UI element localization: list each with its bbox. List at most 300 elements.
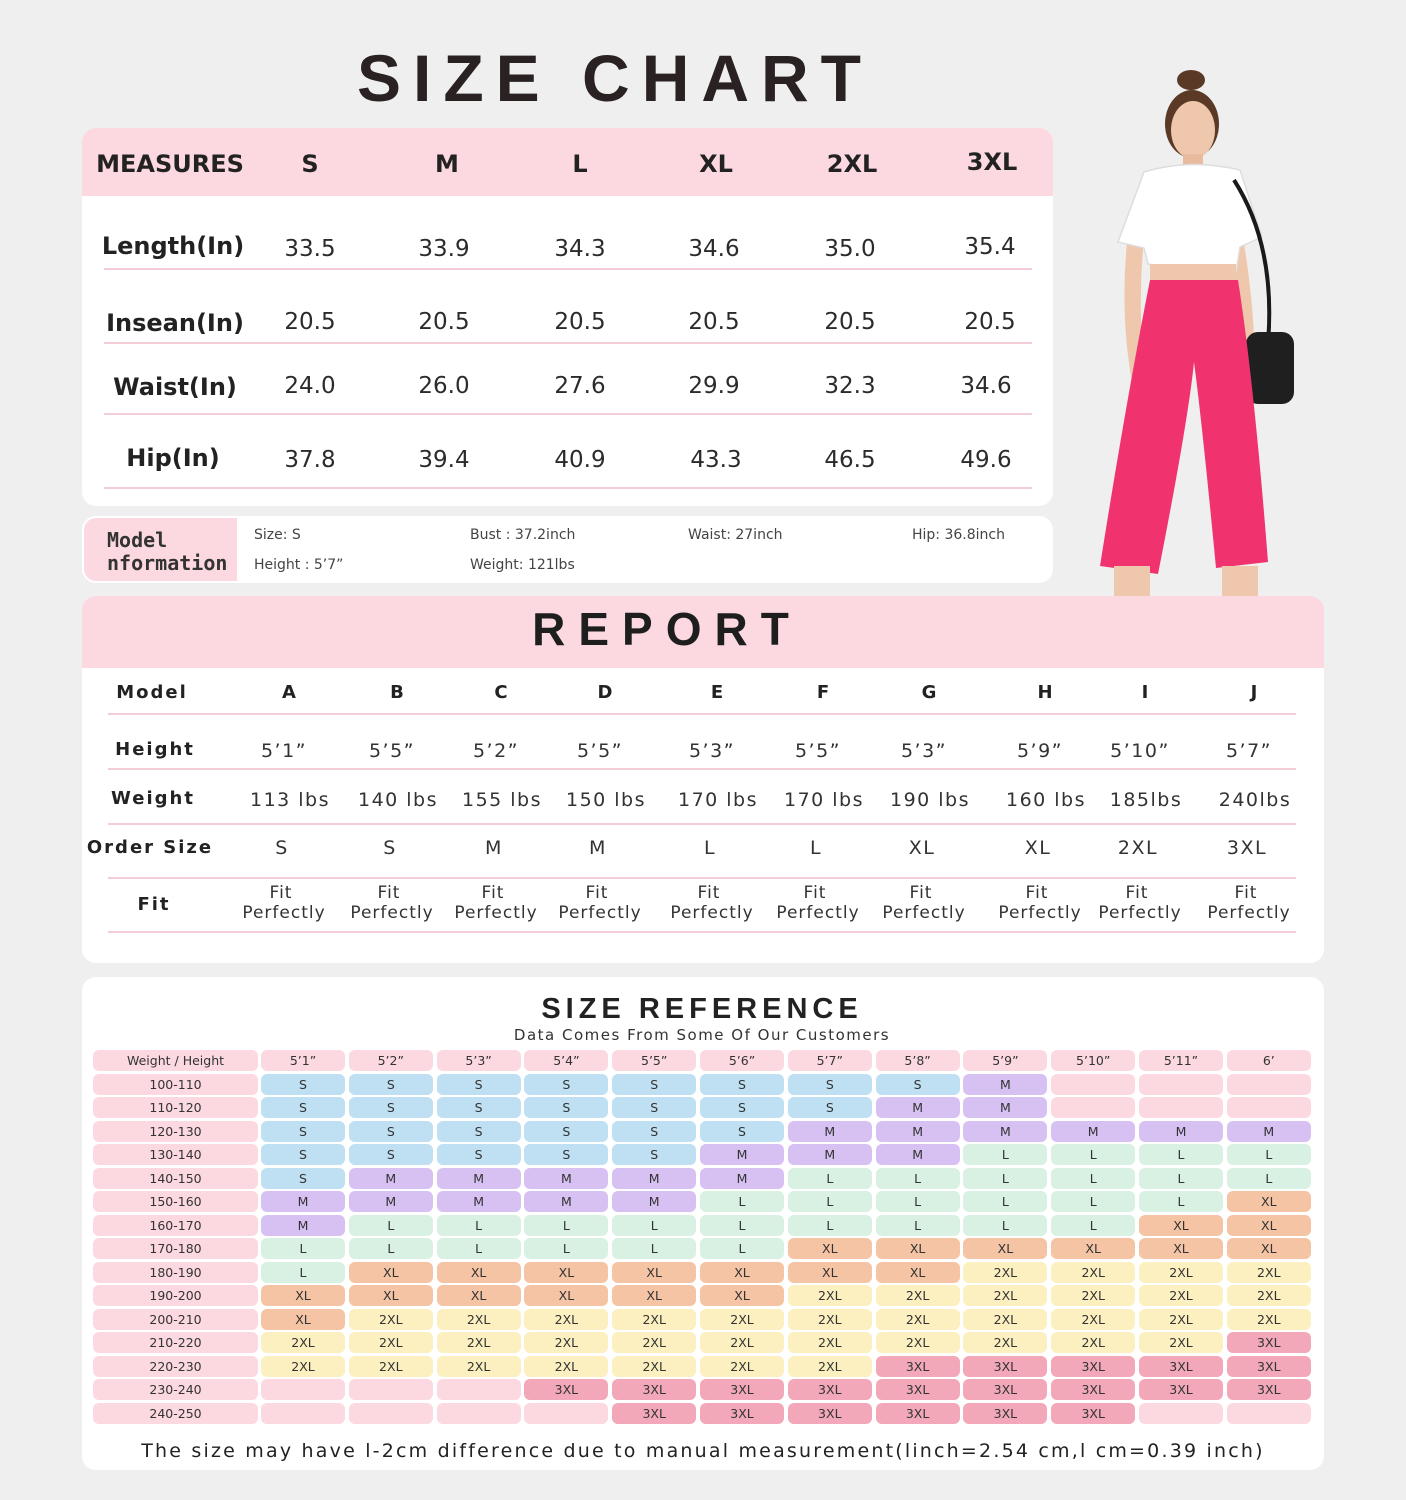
report-model-name: D xyxy=(597,682,615,703)
size-reference-height-header: 5’11” xyxy=(1139,1050,1223,1071)
size-reference-cell: S xyxy=(788,1097,872,1118)
report-model-name: E xyxy=(710,682,726,703)
report-model-name: J xyxy=(1250,682,1260,703)
size-reference-cell: 3XL xyxy=(524,1379,608,1400)
size-reference-weight-label: 180-190 xyxy=(93,1262,258,1283)
size-reference-cell: 3XL xyxy=(963,1379,1047,1400)
size-reference-cell: S xyxy=(261,1121,345,1142)
size-reference-cell: L xyxy=(437,1238,521,1259)
size-reference-cell: M xyxy=(876,1097,960,1118)
size-header-m: M xyxy=(435,150,459,178)
measures-header: MEASURES xyxy=(96,150,244,178)
size-reference-cell: S xyxy=(612,1144,696,1165)
report-model-order-size: 2XL xyxy=(1117,837,1159,859)
report-model-fit-line2: Perfectly xyxy=(1207,903,1291,923)
report-model-height: 5’3” xyxy=(688,740,736,762)
report-model-height: 5’5” xyxy=(576,740,624,762)
size-reference-cell: M xyxy=(700,1144,784,1165)
report-model-fit-line1: Fit xyxy=(585,883,609,903)
divider xyxy=(104,487,1032,489)
cell: 32.3 xyxy=(824,373,876,399)
report-model-weight: 155 lbs xyxy=(461,789,543,811)
size-reference-cell: 3XL xyxy=(1051,1403,1135,1424)
size-reference-weight-label: 110-120 xyxy=(93,1097,258,1118)
size-reference-weight-label: 160-170 xyxy=(93,1215,258,1236)
size-reference-height-header: 5’3” xyxy=(437,1050,521,1071)
size-reference-cell: 2XL xyxy=(349,1309,433,1330)
size-reference-weight-label: 130-140 xyxy=(93,1144,258,1165)
size-reference-cell: 3XL xyxy=(612,1403,696,1424)
cell: 35.4 xyxy=(964,234,1016,260)
report-model-name: B xyxy=(390,682,406,703)
size-reference-cell: L xyxy=(876,1215,960,1236)
report-model-fit-line1: Fit xyxy=(803,883,827,903)
size-reference-cell: S xyxy=(524,1097,608,1118)
size-reference-cell xyxy=(437,1379,521,1400)
report-model-order-size: S xyxy=(275,837,289,859)
size-reference-cell: M xyxy=(612,1191,696,1212)
divider xyxy=(108,877,1296,879)
size-reference-cell: L xyxy=(788,1191,872,1212)
model-info-label-line1: Model xyxy=(107,528,168,552)
report-model-height: 5’3” xyxy=(900,740,948,762)
size-reference-cell: 2XL xyxy=(524,1332,608,1353)
size-reference-cell xyxy=(524,1403,608,1424)
size-reference-cell: XL xyxy=(437,1262,521,1283)
report-model-weight: 113 lbs xyxy=(249,789,331,811)
divider xyxy=(108,768,1296,770)
size-reference-cell: M xyxy=(261,1191,345,1212)
report-model-fit-line1: Fit xyxy=(377,883,401,903)
size-reference-cell: L xyxy=(1227,1144,1311,1165)
report-model-fit-line1: Fit xyxy=(481,883,505,903)
size-reference-cell: 2XL xyxy=(1051,1285,1135,1306)
size-reference-cell: S xyxy=(261,1097,345,1118)
size-reference-weight-label: 140-150 xyxy=(93,1168,258,1189)
size-reference-weight-label: 120-130 xyxy=(93,1121,258,1142)
size-reference-cell: L xyxy=(700,1215,784,1236)
size-reference-cell xyxy=(1227,1074,1311,1095)
cell: 20.5 xyxy=(418,309,470,335)
report-label-fit: Fit xyxy=(137,894,171,915)
model-bust: Bust : 37.2inch xyxy=(470,527,576,543)
cell: 33.9 xyxy=(418,236,470,262)
size-reference-cell: M xyxy=(963,1074,1047,1095)
cell: 37.8 xyxy=(284,447,336,473)
size-reference-cell: 3XL xyxy=(963,1403,1047,1424)
size-reference-cell: 2XL xyxy=(1227,1285,1311,1306)
report-model-fit-line2: Perfectly xyxy=(1098,903,1182,923)
size-reference-cell: 2XL xyxy=(612,1332,696,1353)
row-label: Insean(In) xyxy=(106,309,244,337)
size-reference-cell: L xyxy=(261,1238,345,1259)
size-reference-cell: 3XL xyxy=(1139,1356,1223,1377)
report-model-height: 5’2” xyxy=(472,740,520,762)
size-reference-corner: Weight / Height xyxy=(93,1050,258,1071)
size-header-l: L xyxy=(572,150,588,178)
report-label-height: Height xyxy=(115,739,195,760)
size-reference-cell: L xyxy=(1139,1168,1223,1189)
size-reference-cell xyxy=(1227,1097,1311,1118)
size-reference-cell: XL xyxy=(524,1262,608,1283)
size-reference-cell: XL xyxy=(437,1285,521,1306)
cell: 43.3 xyxy=(690,447,742,473)
size-reference-cell: 2XL xyxy=(349,1356,433,1377)
cell: 46.5 xyxy=(824,447,876,473)
size-reference-height-header: 5’4” xyxy=(524,1050,608,1071)
size-reference-cell: M xyxy=(349,1168,433,1189)
report-model-fit-line2: Perfectly xyxy=(670,903,754,923)
size-reference-subtitle: Data Comes From Some Of Our Customers xyxy=(513,1026,891,1044)
size-reference-cell: 3XL xyxy=(963,1356,1047,1377)
report-model-weight: 150 lbs xyxy=(565,789,647,811)
size-reference-cell: 3XL xyxy=(1227,1332,1311,1353)
report-model-weight: 140 lbs xyxy=(357,789,439,811)
report-model-fit-line2: Perfectly xyxy=(558,903,642,923)
divider xyxy=(104,413,1032,415)
size-reference-cell: L xyxy=(1139,1191,1223,1212)
size-reference-cell: L xyxy=(1051,1168,1135,1189)
size-reference-cell xyxy=(261,1379,345,1400)
size-reference-cell: M xyxy=(524,1191,608,1212)
size-reference-cell: XL xyxy=(876,1238,960,1259)
size-reference-cell: 3XL xyxy=(1051,1379,1135,1400)
footnote: The size may have l-2cm difference due to manual measurement(linch=2.54 cm,l cm=0.39 inch) xyxy=(141,1440,1265,1462)
size-reference-cell: S xyxy=(788,1074,872,1095)
size-reference-cell: XL xyxy=(524,1285,608,1306)
size-reference-cell: M xyxy=(1227,1121,1311,1142)
size-reference-cell: 2XL xyxy=(1139,1309,1223,1330)
row-label: Hip(In) xyxy=(126,444,220,472)
size-reference-cell: S xyxy=(261,1168,345,1189)
size-reference-cell: M xyxy=(437,1191,521,1212)
size-header-2xl: 2XL xyxy=(826,150,878,178)
size-reference-cell: S xyxy=(349,1074,433,1095)
cell: 20.5 xyxy=(824,309,876,335)
size-reference-cell: L xyxy=(876,1168,960,1189)
report-model-weight: 190 lbs xyxy=(889,789,971,811)
size-reference-title: SIZE REFERENCE xyxy=(541,993,863,1025)
size-reference-cell: S xyxy=(700,1097,784,1118)
size-reference-cell: L xyxy=(524,1238,608,1259)
cell: 24.0 xyxy=(284,373,336,399)
size-reference-cell: 2XL xyxy=(963,1262,1047,1283)
size-reference-cell: S xyxy=(524,1074,608,1095)
size-reference-cell: 3XL xyxy=(788,1379,872,1400)
size-reference-height-header: 5’1” xyxy=(261,1050,345,1071)
size-reference-cell: 2XL xyxy=(876,1309,960,1330)
size-reference-height-header: 5’2” xyxy=(349,1050,433,1071)
report-model-weight: 160 lbs xyxy=(1005,789,1087,811)
size-reference-cell: 2XL xyxy=(788,1309,872,1330)
report-model-fit-line1: Fit xyxy=(269,883,293,903)
report-model-fit-line2: Perfectly xyxy=(242,903,326,923)
size-reference-cell: 2XL xyxy=(524,1356,608,1377)
size-reference-weight-label: 100-110 xyxy=(93,1074,258,1095)
size-reference-cell: S xyxy=(261,1144,345,1165)
size-header-xl: XL xyxy=(699,150,733,178)
divider xyxy=(104,268,1032,270)
size-reference-cell: S xyxy=(437,1097,521,1118)
report-model-fit-line2: Perfectly xyxy=(350,903,434,923)
size-reference-weight-label: 210-220 xyxy=(93,1332,258,1353)
cell: 39.4 xyxy=(418,447,470,473)
size-reference-cell: L xyxy=(1051,1215,1135,1236)
size-reference-cell: L xyxy=(612,1238,696,1259)
size-header-s: S xyxy=(301,150,319,178)
size-reference-cell xyxy=(1139,1097,1223,1118)
size-reference-weight-label: 240-250 xyxy=(93,1403,258,1424)
size-reference-cell: XL xyxy=(963,1238,1047,1259)
report-model-name: I xyxy=(1141,682,1151,703)
size-reference-weight-label: 190-200 xyxy=(93,1285,258,1306)
size-reference-cell: XL xyxy=(612,1262,696,1283)
divider xyxy=(108,931,1296,933)
size-reference-cell: 2XL xyxy=(261,1356,345,1377)
size-reference-cell: M xyxy=(876,1144,960,1165)
size-reference-cell xyxy=(1051,1097,1135,1118)
report-model-order-size: M xyxy=(485,837,503,859)
report-label-order-size: Order Size xyxy=(86,837,214,858)
size-reference-cell: XL xyxy=(1227,1215,1311,1236)
size-reference-cell: L xyxy=(963,1191,1047,1212)
report-model-weight: 170 lbs xyxy=(783,789,865,811)
size-reference-cell: XL xyxy=(261,1309,345,1330)
size-reference-cell: S xyxy=(876,1074,960,1095)
size-reference-cell: XL xyxy=(876,1262,960,1283)
size-reference-cell: 2XL xyxy=(788,1332,872,1353)
size-reference-cell: M xyxy=(700,1168,784,1189)
size-reference-cell: L xyxy=(963,1144,1047,1165)
size-reference-cell: L xyxy=(963,1168,1047,1189)
report-model-height: 5’1” xyxy=(260,740,308,762)
size-reference-cell: M xyxy=(612,1168,696,1189)
size-reference-cell: 2XL xyxy=(612,1309,696,1330)
report-model-name: A xyxy=(282,682,298,703)
size-reference-height-header: 6’ xyxy=(1227,1050,1311,1071)
size-reference-weight-label: 170-180 xyxy=(93,1238,258,1259)
size-chart-header xyxy=(82,128,1053,196)
size-reference-cell: 2XL xyxy=(788,1285,872,1306)
size-reference-cell: S xyxy=(612,1097,696,1118)
size-reference-cell xyxy=(261,1403,345,1424)
report-model-name: C xyxy=(494,682,510,703)
model-waist: Waist: 27inch xyxy=(688,527,783,543)
divider xyxy=(108,713,1296,715)
size-reference-cell: XL xyxy=(788,1238,872,1259)
cell: 34.6 xyxy=(688,236,740,262)
report-model-height: 5’7” xyxy=(1225,740,1273,762)
model-photo xyxy=(1070,62,1370,598)
model-height: Height : 5’7” xyxy=(254,557,344,573)
size-reference-cell: XL xyxy=(261,1285,345,1306)
size-reference-cell: XL xyxy=(788,1262,872,1283)
size-reference-cell: 2XL xyxy=(963,1332,1047,1353)
size-reference-cell: 3XL xyxy=(876,1356,960,1377)
report-model-weight: 240lbs xyxy=(1218,789,1292,811)
size-reference-weight-label: 200-210 xyxy=(93,1309,258,1330)
size-reference-cell: L xyxy=(1051,1144,1135,1165)
size-reference-cell: 3XL xyxy=(876,1379,960,1400)
size-reference-cell: XL xyxy=(612,1285,696,1306)
size-reference-cell: L xyxy=(612,1215,696,1236)
cell: 20.5 xyxy=(284,309,336,335)
size-reference-cell: 2XL xyxy=(261,1332,345,1353)
size-reference-height-header: 5’9” xyxy=(963,1050,1047,1071)
report-model-height: 5’10” xyxy=(1110,740,1170,762)
cell: 29.9 xyxy=(688,373,740,399)
size-reference-weight-label: 220-230 xyxy=(93,1356,258,1377)
size-reference-cell: 2XL xyxy=(700,1332,784,1353)
size-reference-cell: M xyxy=(963,1097,1047,1118)
size-reference-weight-label: 230-240 xyxy=(93,1379,258,1400)
size-reference-cell: L xyxy=(1227,1168,1311,1189)
size-reference-cell xyxy=(349,1403,433,1424)
size-reference-cell: 2XL xyxy=(524,1309,608,1330)
size-reference-cell: 3XL xyxy=(788,1403,872,1424)
size-reference-cell: 2XL xyxy=(1227,1309,1311,1330)
size-reference-weight-label: 150-160 xyxy=(93,1191,258,1212)
size-reference-cell: S xyxy=(261,1074,345,1095)
report-model-height: 5’9” xyxy=(1016,740,1064,762)
size-reference-cell xyxy=(1051,1074,1135,1095)
size-reference-cell: S xyxy=(437,1074,521,1095)
report-model-name: F xyxy=(816,682,832,703)
report-model-weight: 185lbs xyxy=(1109,789,1183,811)
report-model-order-size: XL xyxy=(908,837,936,859)
cell: 20.5 xyxy=(688,309,740,335)
size-reference-cell: S xyxy=(524,1144,608,1165)
report-model-fit-line1: Fit xyxy=(1025,883,1049,903)
size-reference-cell: S xyxy=(349,1144,433,1165)
size-reference-cell: S xyxy=(612,1121,696,1142)
size-reference-cell: M xyxy=(963,1121,1047,1142)
size-reference-cell: 3XL xyxy=(876,1403,960,1424)
size-reference-cell: L xyxy=(788,1168,872,1189)
row-label: Waist(In) xyxy=(113,373,237,401)
size-reference-cell: L xyxy=(524,1215,608,1236)
size-reference-cell: 2XL xyxy=(963,1309,1047,1330)
cell: 33.5 xyxy=(284,236,336,262)
size-reference-cell: M xyxy=(524,1168,608,1189)
size-reference-height-header: 5’6” xyxy=(700,1050,784,1071)
report-model-fit-line2: Perfectly xyxy=(454,903,538,923)
cell: 20.5 xyxy=(964,309,1016,335)
report-model-order-size: S xyxy=(383,837,397,859)
size-reference-cell: 2XL xyxy=(1139,1332,1223,1353)
model-weight: Weight: 121lbs xyxy=(470,557,575,573)
size-reference-cell: 2XL xyxy=(963,1285,1047,1306)
divider xyxy=(104,342,1032,344)
report-model-order-size: M xyxy=(589,837,607,859)
size-reference-cell: XL xyxy=(1227,1238,1311,1259)
size-reference-cell: 2XL xyxy=(876,1332,960,1353)
size-reference-cell xyxy=(437,1403,521,1424)
size-reference-cell: S xyxy=(700,1074,784,1095)
size-reference-cell: XL xyxy=(700,1285,784,1306)
model-info-label-line2: nformation xyxy=(107,551,228,575)
size-reference-cell: M xyxy=(876,1121,960,1142)
report-model-name: G xyxy=(921,682,939,703)
report-model-order-size: L xyxy=(703,837,717,859)
size-reference-cell: 2XL xyxy=(1051,1262,1135,1283)
report-model-order-size: 3XL xyxy=(1226,837,1268,859)
size-reference-cell: S xyxy=(524,1121,608,1142)
cell: 20.5 xyxy=(554,309,606,335)
size-reference-cell: M xyxy=(1139,1121,1223,1142)
report-model-fit-line1: Fit xyxy=(697,883,721,903)
size-reference-cell: L xyxy=(876,1191,960,1212)
size-reference-cell: 2XL xyxy=(612,1356,696,1377)
size-reference-cell: 2XL xyxy=(876,1285,960,1306)
report-model-height: 5’5” xyxy=(368,740,416,762)
size-reference-cell: 3XL xyxy=(1051,1356,1135,1377)
report-model-fit-line2: Perfectly xyxy=(882,903,966,923)
divider xyxy=(108,823,1296,825)
report-model-fit-line1: Fit xyxy=(1125,883,1149,903)
size-reference-height-header: 5’10” xyxy=(1051,1050,1135,1071)
size-reference-cell: 2XL xyxy=(1139,1262,1223,1283)
model-hip: Hip: 36.8inch xyxy=(912,527,1005,543)
size-reference-height-header: 5’5” xyxy=(612,1050,696,1071)
size-reference-cell: 2XL xyxy=(1051,1309,1135,1330)
size-reference-cell: M xyxy=(349,1191,433,1212)
size-reference-cell: 2XL xyxy=(700,1356,784,1377)
size-reference-cell: 3XL xyxy=(700,1403,784,1424)
model-info-label xyxy=(84,518,237,581)
size-reference-cell: S xyxy=(349,1121,433,1142)
size-reference-cell: M xyxy=(1051,1121,1135,1142)
report-model-height: 5’5” xyxy=(794,740,842,762)
size-reference-cell: 3XL xyxy=(1227,1379,1311,1400)
size-reference-height-header: 5’8” xyxy=(876,1050,960,1071)
size-reference-cell: S xyxy=(349,1097,433,1118)
size-reference-cell xyxy=(1227,1403,1311,1424)
size-reference-cell: L xyxy=(349,1215,433,1236)
size-reference-cell: L xyxy=(788,1215,872,1236)
size-reference-cell: L xyxy=(700,1238,784,1259)
size-reference-cell: 3XL xyxy=(1227,1356,1311,1377)
report-model-fit-line2: Perfectly xyxy=(776,903,860,923)
size-reference-cell: XL xyxy=(349,1285,433,1306)
report-model-weight: 170 lbs xyxy=(677,789,759,811)
size-reference-cell: L xyxy=(1139,1144,1223,1165)
size-reference-cell: 3XL xyxy=(1139,1379,1223,1400)
size-reference-cell: XL xyxy=(1051,1238,1135,1259)
report-model-order-size: L xyxy=(809,837,823,859)
size-reference-cell: L xyxy=(1051,1191,1135,1212)
report-model-fit-line2: Perfectly xyxy=(998,903,1082,923)
size-reference-cell: S xyxy=(612,1074,696,1095)
size-reference-cell: 2XL xyxy=(1051,1332,1135,1353)
size-reference-cell: S xyxy=(437,1121,521,1142)
size-reference-height-header: 5’7” xyxy=(788,1050,872,1071)
size-reference-cell: M xyxy=(261,1215,345,1236)
size-reference-cell: M xyxy=(437,1168,521,1189)
cell: 27.6 xyxy=(554,373,606,399)
size-reference-cell xyxy=(349,1379,433,1400)
size-reference-cell: L xyxy=(349,1238,433,1259)
size-reference-cell: 3XL xyxy=(700,1379,784,1400)
size-reference-cell: 2XL xyxy=(437,1332,521,1353)
size-reference-cell: S xyxy=(700,1121,784,1142)
size-header-3xl: 3XL xyxy=(966,148,1018,176)
size-reference-cell: XL xyxy=(700,1262,784,1283)
report-model-order-size: XL xyxy=(1024,837,1052,859)
size-reference-cell: L xyxy=(700,1191,784,1212)
page-title: SIZE CHART xyxy=(357,41,873,115)
cell: 34.3 xyxy=(554,236,606,262)
